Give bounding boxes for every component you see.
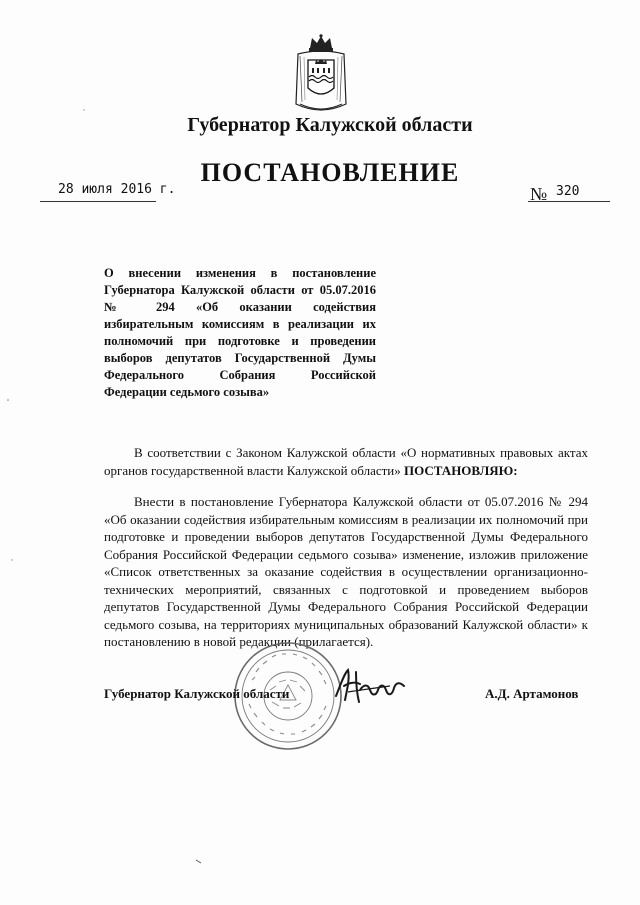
handwritten-signature-icon xyxy=(330,664,410,708)
signatory-title: Губернатор Калужской области xyxy=(104,686,290,701)
resolution-word: ПОСТАНОВЛЯЮ: xyxy=(404,462,518,478)
signatory-name: А.Д. Артамонов xyxy=(485,686,579,701)
preamble-text: В соответствии с Законом Калужской области «О нормативных правовых актах органов государственной власти Калужской области» xyxy=(104,445,588,478)
document-type-heading: ПОСТАНОВЛЕНИЕ xyxy=(200,158,460,187)
decree-subject: О внесении изменения в постановление Губернатора Калужской области от 05.07.2016 № 294 «Об оказании содействия избирательным комиссиям в реализации их полномочий при подготовке и проведении выборов депутатов Государственной Думы Федерального Собрания Российской Федерации седьмого созыва» xyxy=(104,266,376,399)
issuer-title: Губернатор Калужской области xyxy=(187,114,473,136)
kaluga-coat-of-arms-icon xyxy=(294,34,348,116)
date-underline xyxy=(40,201,156,202)
decree-number: 320 xyxy=(556,184,580,199)
number-sign: № xyxy=(530,184,548,204)
preamble-paragraph xyxy=(104,444,588,479)
operative-paragraph: Внести в постановление Губернатора Калужской области от 05.07.2016 № 294 «Об оказании содействия избирательным комиссиям в реализации их полномочий при подготовке и проведении выборов депутатов Государственной Думы Федерального Собрания Российской Федерации седьмого созыва» изменение, изложив приложение «Список ответственных за оказание содействия в осуществлении организационно-технических мероприятий, связанных с подготовкой и проведением выборов депутатов Государственной Думы Федерального Собрания Российской Федерации седьмого созыва, на территориях муниципальных образований Калужской области» к постановлению в новой редакции (прилагается). xyxy=(104,494,588,649)
number-underline xyxy=(528,201,610,202)
decree-date: 28 июля 2016 г. xyxy=(58,182,176,197)
